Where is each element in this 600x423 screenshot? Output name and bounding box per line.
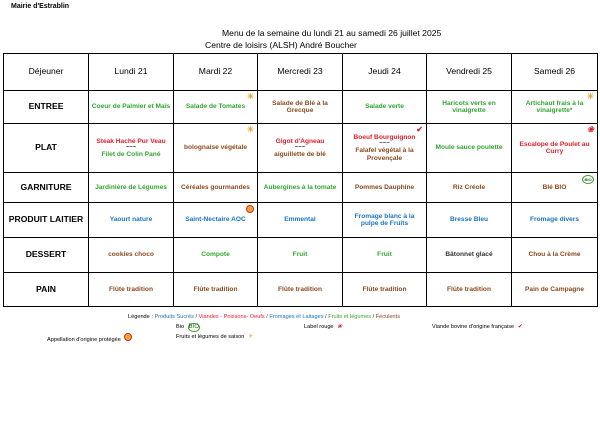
dish-name: Aubergines à la tomate xyxy=(263,183,337,191)
dish-name: cookies choco xyxy=(108,251,154,259)
label-rouge-icon: ❀ xyxy=(337,324,343,330)
menu-cell xyxy=(427,273,512,307)
dish-name: Emmental xyxy=(284,216,316,224)
menu-title: Menu de la semaine du lundi 21 au samedi 26 juillet 2025 xyxy=(222,28,442,38)
dish-name: Flûte tradition xyxy=(193,285,238,293)
menu-cell xyxy=(343,173,427,203)
day-header: Samedi 26 xyxy=(512,54,598,91)
dish-alternative: aiguillette de blé xyxy=(274,151,326,158)
menu-cell xyxy=(89,238,174,273)
menu-cell xyxy=(174,203,258,238)
dish-name: Escalope de Poulet au Curry xyxy=(519,140,590,155)
label-rouge-icon: ❀ xyxy=(587,125,594,134)
legend-aop xyxy=(47,333,132,343)
dish-name: Boeuf Bourguignon xyxy=(353,134,416,142)
legend-title xyxy=(128,314,400,320)
menu-cell xyxy=(258,173,343,203)
menu-cell xyxy=(512,124,598,173)
legend-viande-bovine-label: Viande bovine d'origine française xyxy=(432,324,515,330)
day-header: Jeudi 24 xyxy=(343,54,427,91)
menu-cell xyxy=(174,173,258,203)
organization-name: Mairie d'Estrablin xyxy=(11,3,70,10)
dish-name: Coeur de Palmier et Maïs xyxy=(91,103,171,111)
dish-name: Flûte tradition xyxy=(447,285,491,293)
menu-cell xyxy=(512,173,598,203)
dish-name: Saint-Nectaire AOC xyxy=(185,216,246,224)
menu-cell xyxy=(258,91,343,124)
dish-name: Steak Haché Pur Veau xyxy=(96,137,166,145)
table-row xyxy=(4,91,598,124)
table-row xyxy=(4,273,598,307)
menu-cell xyxy=(512,91,598,124)
dish-name: Pain de Campagne xyxy=(525,285,584,293)
dish-name: Bâtonnet glacé xyxy=(445,251,493,259)
legend-label-rouge-label: Label rouge xyxy=(304,324,334,330)
table-row xyxy=(4,238,598,273)
row-label: PLAT xyxy=(4,124,89,173)
row-label: DESSERT xyxy=(4,238,89,273)
legend-bio xyxy=(176,323,200,332)
dish-name: Bresse Bleu xyxy=(449,216,489,224)
legend-viande-bovine xyxy=(432,323,523,330)
day-header: Mardi 22 xyxy=(174,54,258,91)
dish-separator: ~~~ xyxy=(294,145,306,151)
dish-name: Jardinière de Légumes xyxy=(95,183,167,191)
menu-cell xyxy=(343,238,427,273)
aop-icon xyxy=(246,205,254,213)
menu-cell xyxy=(89,273,174,307)
row-label: ENTREE xyxy=(4,91,89,124)
table-row xyxy=(4,124,598,173)
menu-cell xyxy=(512,238,598,273)
row-label: GARNITURE xyxy=(4,173,89,203)
menu-cell xyxy=(427,238,512,273)
menu-cell xyxy=(427,124,512,173)
menu-cell xyxy=(258,238,343,273)
fruits-legumes-saison-icon: ☀ xyxy=(246,125,254,134)
menu-cell xyxy=(89,91,174,124)
dish-name: Fromage blanc à la pulpe de Fruits xyxy=(354,212,415,227)
fruits-legumes-saison-icon: ☀ xyxy=(586,92,594,101)
row-label: PRODUIT LAITIER xyxy=(4,203,89,238)
dish-alternative: Falafel végétal à la Provençale xyxy=(355,147,414,162)
menu-cell xyxy=(258,124,343,173)
dish-name: Salade de Blé à la Grecque xyxy=(272,99,328,114)
dish-name: Flûte tradition xyxy=(362,285,407,293)
legend-category: Féculents xyxy=(375,314,401,320)
menu-cell xyxy=(512,203,598,238)
dish-name: Flûte tradition xyxy=(278,285,322,293)
dish-name: Compote xyxy=(201,251,230,259)
dish-name: Riz Créole xyxy=(452,183,486,191)
table-row xyxy=(4,203,598,238)
legend-aop-label: Appellation d'origine protégée xyxy=(47,337,121,343)
legend-label-rouge xyxy=(304,323,342,330)
menu-cell xyxy=(343,273,427,307)
menu-cell xyxy=(174,238,258,273)
legend-bio-label: Bio xyxy=(176,324,185,330)
menu-table xyxy=(3,53,598,307)
dish-name: Gigot d'Agneau xyxy=(275,137,325,145)
dish-name: Pommes Dauphine xyxy=(354,183,415,191)
dish-name: Artichaut frais à la vinaigrette* xyxy=(525,99,584,114)
dish-name: Céréales gourmandes xyxy=(181,183,250,191)
legend-category: Produits Sucrés xyxy=(154,314,194,320)
dish-separator: ~~~ xyxy=(125,145,137,151)
day-header: Vendredi 25 xyxy=(427,54,512,91)
dish-name: bolognaise végétale xyxy=(183,144,248,152)
menu-cell xyxy=(258,273,343,307)
dish-name: Yaourt nature xyxy=(109,216,153,224)
legend-category: / xyxy=(371,314,376,320)
legend-category: Fromages et Laitages xyxy=(269,314,324,320)
legend-prefix: Légende : xyxy=(128,314,155,320)
legend-category: Viandes - Poissons- Oeufs xyxy=(198,314,265,320)
menu-cell xyxy=(174,91,258,124)
menu-subtitle: Centre de loisirs (ALSH) André Boucher xyxy=(205,40,357,50)
dish-name: Salade de Tomates xyxy=(185,103,246,111)
menu-cell xyxy=(343,203,427,238)
menu-cell xyxy=(512,273,598,307)
legend-category: Fruits et légumes xyxy=(328,314,372,320)
dish-name: Blé BIO xyxy=(542,183,567,191)
menu-cell xyxy=(427,203,512,238)
menu-cell xyxy=(343,124,427,173)
legend-category: / xyxy=(193,314,199,320)
menu-cell xyxy=(174,273,258,307)
legend-fruits-saison xyxy=(176,333,253,340)
dish-name: Fruit xyxy=(377,251,392,259)
fruits-legumes-saison-icon: ☀ xyxy=(247,334,254,340)
aop-icon xyxy=(124,333,132,341)
menu-cell xyxy=(427,173,512,203)
dish-name: Fruit xyxy=(292,251,308,259)
dish-name: Haricots verts en vinaigrette xyxy=(442,99,496,114)
dish-separator: ~~~ xyxy=(379,141,390,148)
dish-name: Flûte tradition xyxy=(109,285,153,293)
day-header: Lundi 21 xyxy=(89,54,174,91)
table-header-row xyxy=(4,54,598,91)
row-label: PAIN xyxy=(4,273,89,307)
bio-icon: BIO xyxy=(188,324,199,330)
dish-name: Salade verte xyxy=(365,103,404,111)
menu-cell xyxy=(89,124,174,173)
menu-cell xyxy=(343,91,427,124)
table-row xyxy=(4,173,598,203)
legend-category: / xyxy=(264,314,270,320)
fruits-legumes-saison-icon: ☀ xyxy=(246,92,254,101)
menu-cell xyxy=(258,203,343,238)
legend-category: / xyxy=(323,314,329,320)
dish-name: Moule sauce poulette xyxy=(435,144,503,152)
day-header: Mercredi 23 xyxy=(258,54,343,91)
legend-fruits-saison-label: Fruits et légumes de saison xyxy=(176,334,245,340)
viande-bovine-francaise-icon: ✔ xyxy=(416,125,423,134)
menu-cell xyxy=(89,173,174,203)
viande-bovine-francaise-icon: ✔ xyxy=(517,324,523,330)
menu-cell xyxy=(427,91,512,124)
dish-name: Fromage divers xyxy=(529,216,580,224)
corner-label: Déjeuner xyxy=(4,54,89,91)
bio-icon: BIO xyxy=(582,175,594,184)
menu-cell xyxy=(174,124,258,173)
dish-alternative: Filet de Colin Pané xyxy=(101,151,161,158)
menu-cell xyxy=(89,203,174,238)
dish-name: Chou à la Crème xyxy=(528,251,581,259)
